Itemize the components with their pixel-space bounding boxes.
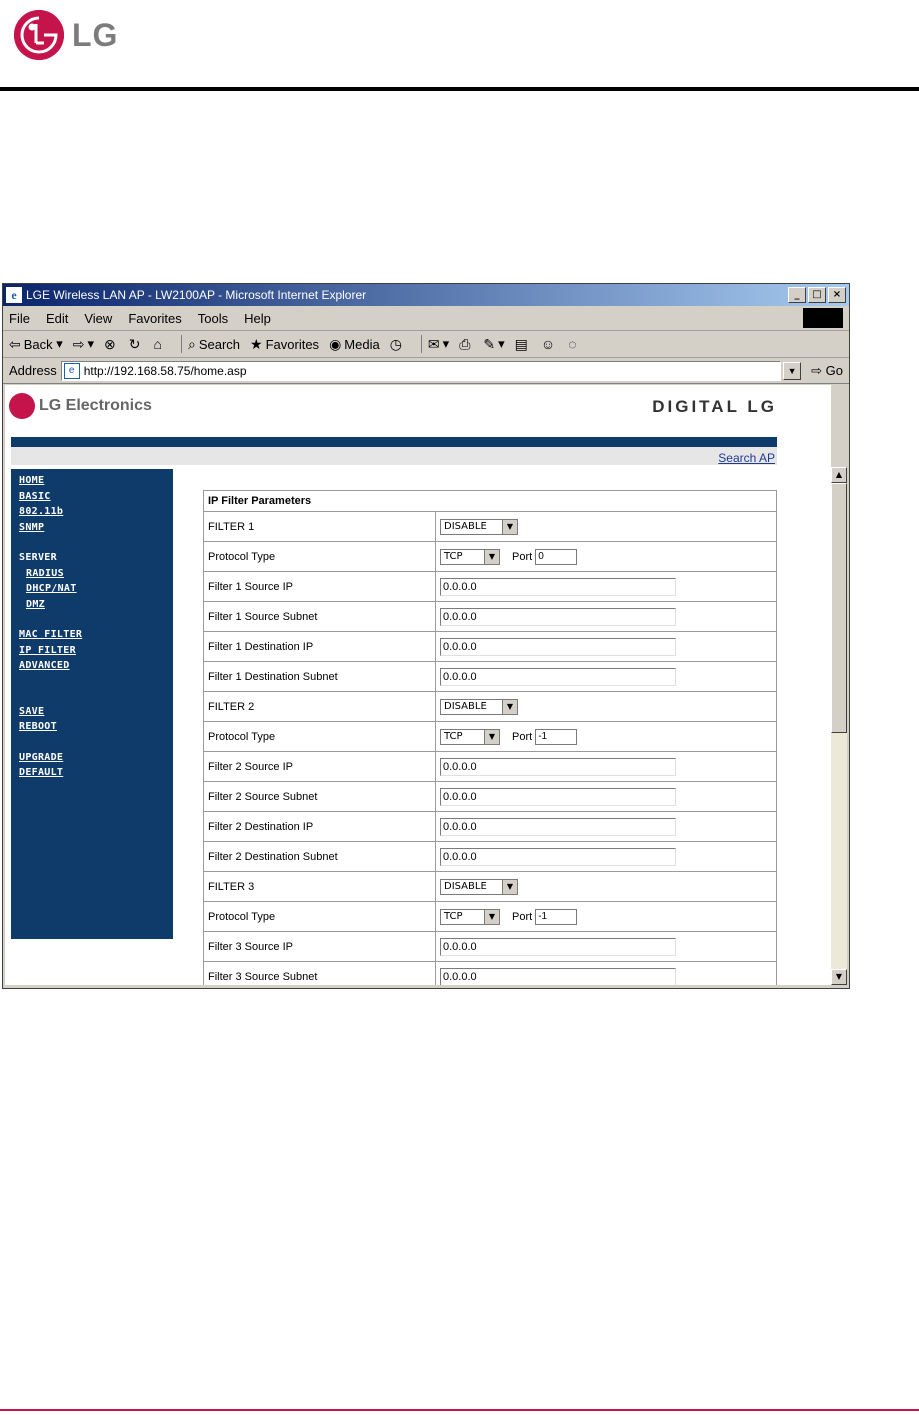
edit-icon: ✎: [483, 335, 496, 352]
ip-address-input[interactable]: 0.0.0.0: [440, 758, 676, 776]
table-row: [204, 602, 777, 632]
row-label: Filter 2 Source Subnet: [204, 782, 436, 812]
media-button[interactable]: [329, 336, 380, 353]
row-label: Filter 1 Source IP: [204, 572, 436, 602]
stop-button[interactable]: [104, 336, 119, 353]
row-value-wrap: [440, 879, 772, 895]
row-value-cell: [436, 932, 777, 962]
nav-spacer: [19, 674, 173, 704]
protocol-select[interactable]: [440, 729, 500, 745]
row-label: Filter 3 Source IP: [204, 932, 436, 962]
chat-bubble-icon: ◌: [568, 336, 577, 352]
table-title: IP Filter Parameters: [204, 491, 777, 512]
table-row: [204, 572, 777, 602]
refresh-button[interactable]: [129, 336, 144, 353]
page-icon: e: [64, 363, 80, 379]
nav-spacer: [19, 735, 173, 750]
row-value-cell: [436, 662, 777, 692]
forward-button[interactable]: ⇨ ▾: [72, 335, 95, 352]
table-row: [204, 902, 777, 932]
go-button[interactable]: [811, 363, 843, 379]
table-row: [204, 842, 777, 872]
dropdown-arrow-icon[interactable]: ▼: [484, 550, 499, 564]
dropdown-arrow-icon[interactable]: ▼: [484, 910, 499, 924]
home-button[interactable]: [154, 336, 165, 352]
table-row: [204, 932, 777, 962]
messenger-button[interactable]: [541, 336, 558, 352]
row-label: Protocol Type: [204, 722, 436, 752]
title-bar: [3, 284, 849, 306]
row-value-wrap: [440, 909, 772, 925]
search-label: Search: [198, 336, 241, 352]
nav-ip-filter[interactable]: IP FILTER: [19, 644, 76, 656]
internet-explorer-icon: e: [6, 287, 22, 303]
ip-address-input[interactable]: 0.0.0.0: [440, 668, 676, 686]
history-icon: ◷: [389, 335, 402, 352]
ip-address-input[interactable]: 0.0.0.0: [440, 788, 676, 806]
nav-home[interactable]: HOME: [19, 475, 45, 486]
page-viewport: [5, 385, 831, 985]
port-label: Port: [512, 730, 533, 743]
row-value-cell: [436, 512, 777, 542]
nav-server: SERVER: [19, 552, 57, 563]
filter-enable-select[interactable]: [440, 699, 518, 715]
row-label: Filter 2 Source IP: [204, 752, 436, 782]
toolbar: [3, 331, 849, 358]
row-value-wrap: [440, 519, 772, 535]
home-icon: ⌂: [153, 336, 162, 352]
scroll-thumb[interactable]: [831, 483, 847, 733]
row-label: Filter 1 Source Subnet: [204, 602, 436, 632]
favorites-button[interactable]: [250, 336, 319, 353]
toolbar-separator: [181, 335, 182, 353]
table-row: [204, 812, 777, 842]
site-header: [9, 393, 777, 433]
go-arrow-icon: ⇨: [811, 362, 823, 378]
minimize-button[interactable]: _: [788, 287, 806, 303]
mail-icon: ✉: [427, 335, 440, 352]
row-value-cell: [436, 752, 777, 782]
port-label: Port: [512, 910, 533, 923]
dropdown-arrow-icon[interactable]: ▼: [502, 880, 517, 894]
filter-enable-select[interactable]: [440, 879, 518, 895]
header-band: [11, 437, 777, 447]
nav-802-11b[interactable]: 802.11b: [19, 506, 64, 517]
ip-address-input[interactable]: 0.0.0.0: [440, 818, 676, 836]
port-input[interactable]: 0: [535, 549, 577, 565]
discuss-button[interactable]: [515, 336, 531, 353]
address-url: http://192.168.58.75/home.asp: [83, 363, 247, 378]
ip-address-input[interactable]: 0.0.0.0: [440, 968, 676, 986]
favorites-icon: ★: [250, 335, 263, 352]
nav-save[interactable]: SAVE: [19, 705, 45, 717]
dropdown-arrow-icon[interactable]: ▼: [484, 730, 499, 744]
row-label: Filter 2 Destination Subnet: [204, 842, 436, 872]
filter-enable-select[interactable]: [440, 519, 518, 535]
select-value: DISABLE: [444, 521, 487, 532]
row-value-cell: [436, 602, 777, 632]
dropdown-arrow-icon[interactable]: ▼: [502, 520, 517, 534]
chat-button[interactable]: [568, 336, 579, 352]
vertical-scrollbar[interactable]: [831, 467, 847, 985]
row-label: Filter 1 Destination IP: [204, 632, 436, 662]
row-value-wrap: [440, 758, 772, 776]
lg-logo: [14, 10, 118, 60]
favorites-label: Favorites: [265, 336, 320, 352]
discuss-icon: ▤: [514, 335, 528, 352]
nav-mac-filter[interactable]: MAC FILTER: [19, 629, 83, 640]
ip-address-input[interactable]: 0.0.0.0: [440, 578, 676, 596]
select-value: DISABLE: [444, 881, 487, 892]
address-input[interactable]: [61, 361, 781, 381]
row-value-cell: [436, 962, 777, 986]
row-label: FILTER 2: [204, 692, 436, 722]
table-row: [204, 872, 777, 902]
window-title: LGE Wireless LAN AP - LW2100AP - Microsoft Internet Explorer: [26, 288, 367, 302]
table-header-row: [204, 491, 777, 512]
select-value: DISABLE: [444, 701, 487, 712]
go-label: Go: [825, 362, 843, 378]
menu-view[interactable]: View: [84, 310, 113, 326]
back-arrow-icon: ⇦: [9, 335, 21, 352]
mail-button[interactable]: ✉ ▾: [427, 335, 450, 352]
row-value-wrap: [440, 968, 772, 986]
windows-flag-icon: [803, 308, 843, 328]
protocol-select[interactable]: [440, 909, 500, 925]
address-bar: [3, 358, 849, 384]
nav-spacer: [19, 612, 173, 627]
back-button[interactable]: ⇦ Back ▾: [9, 335, 63, 352]
digital-lg-logo: DIGITAL LG: [652, 397, 777, 416]
table-row: [204, 662, 777, 692]
row-value-cell: [436, 572, 777, 602]
ip-address-input[interactable]: 0.0.0.0: [440, 608, 676, 626]
row-value-wrap: [440, 638, 772, 656]
maximize-button[interactable]: □: [808, 287, 826, 303]
forward-arrow-icon: ⇨: [72, 335, 85, 352]
menu-file[interactable]: File: [9, 310, 30, 326]
row-value-cell: [436, 812, 777, 842]
row-value-wrap: [440, 549, 772, 565]
nav-default[interactable]: DEFAULT: [19, 767, 64, 778]
scroll-down-arrow-icon[interactable]: ▼: [831, 969, 847, 985]
row-value-wrap: [440, 788, 772, 806]
row-value-cell: [436, 722, 777, 752]
table-row: [204, 692, 777, 722]
search-icon: ⌕: [187, 335, 196, 352]
row-label: FILTER 3: [204, 872, 436, 902]
row-label: Filter 3 Source Subnet: [204, 962, 436, 986]
table-row: [204, 962, 777, 986]
history-button[interactable]: [390, 336, 405, 353]
select-value: TCP: [444, 731, 463, 742]
nav-dhcp-nat[interactable]: DHCP/NAT: [26, 583, 77, 594]
row-label: Filter 2 Destination IP: [204, 812, 436, 842]
row-label: Protocol Type: [204, 902, 436, 932]
table-row: [204, 782, 777, 812]
menu-help[interactable]: Help: [244, 310, 271, 326]
row-value-wrap: [440, 608, 772, 626]
row-label: Filter 1 Destination Subnet: [204, 662, 436, 692]
refresh-icon: ↻: [128, 335, 141, 352]
menu-tools[interactable]: Tools: [197, 310, 229, 326]
nav-radius[interactable]: RADIUS: [26, 567, 64, 579]
ip-address-input[interactable]: 0.0.0.0: [440, 938, 676, 956]
row-value-cell: [436, 782, 777, 812]
nav-basic[interactable]: BASIC: [19, 490, 51, 502]
print-button[interactable]: [459, 336, 473, 353]
row-value-wrap: [440, 938, 772, 956]
table-row: [204, 632, 777, 662]
footer-rule: [0, 1409, 919, 1411]
edit-button[interactable]: ✎ ▾: [483, 335, 505, 352]
print-icon: ⎙: [459, 335, 471, 352]
select-value: TCP: [444, 551, 463, 562]
browser-window: [2, 283, 850, 989]
brand-name: LG Electronics: [39, 397, 152, 414]
row-value-wrap: [440, 699, 772, 715]
lg-face-icon: [9, 393, 35, 419]
address-label: Address: [9, 363, 57, 378]
row-value-cell: [436, 842, 777, 872]
close-button[interactable]: ×: [828, 287, 846, 303]
toolbar-separator: [421, 335, 422, 353]
nav-upgrade[interactable]: UPGRADE: [19, 751, 64, 763]
row-value-wrap: [440, 848, 772, 866]
row-label: Protocol Type: [204, 542, 436, 572]
stop-icon: ⊗: [104, 335, 116, 352]
table-row: [204, 512, 777, 542]
port-label: Port: [512, 550, 533, 563]
table-row: [204, 722, 777, 752]
ip-address-input[interactable]: 0.0.0.0: [440, 638, 676, 656]
link-band: [11, 447, 777, 465]
lg-logo-text: LG: [72, 16, 119, 53]
search-button[interactable]: [188, 336, 240, 353]
row-value-cell: [436, 542, 777, 572]
scroll-up-arrow-icon[interactable]: ▲: [831, 467, 847, 483]
nav-dmz[interactable]: DMZ: [26, 598, 45, 610]
dropdown-arrow-icon[interactable]: ▼: [502, 700, 517, 714]
search-ap-link[interactable]: Search AP: [718, 451, 775, 465]
menu-edit[interactable]: Edit: [45, 310, 69, 326]
nav-spacer: [19, 535, 173, 550]
row-value-cell: [436, 632, 777, 662]
nav-advanced[interactable]: ADVANCED: [19, 660, 70, 671]
row-value-wrap: [440, 668, 772, 686]
address-dropdown-button[interactable]: ▼: [783, 362, 801, 380]
table-row: [204, 542, 777, 572]
header-rule: [0, 87, 919, 91]
row-value-cell: [436, 902, 777, 932]
select-value: TCP: [444, 911, 463, 922]
ip-address-input[interactable]: 0.0.0.0: [440, 848, 676, 866]
ip-filter-table: [203, 490, 777, 985]
port-input[interactable]: -1: [535, 729, 577, 745]
row-value-wrap: [440, 818, 772, 836]
media-icon: ◉: [329, 335, 342, 352]
messenger-icon: ☺: [540, 336, 556, 352]
menu-favorites[interactable]: Favorites: [128, 310, 182, 326]
back-label: Back: [23, 336, 53, 352]
row-value-wrap: [440, 729, 772, 745]
row-value-cell: [436, 692, 777, 722]
nav-snmp[interactable]: SNMP: [19, 521, 45, 533]
media-label: Media: [344, 336, 380, 352]
port-input[interactable]: -1: [535, 909, 577, 925]
left-nav: [11, 469, 173, 939]
row-value-cell: [436, 872, 777, 902]
row-value-wrap: [440, 578, 772, 596]
lg-face-logo-icon: [14, 10, 64, 60]
nav-reboot[interactable]: REBOOT: [19, 721, 57, 732]
table-row: [204, 752, 777, 782]
row-label: FILTER 1: [204, 512, 436, 542]
menu-bar: [3, 306, 849, 331]
protocol-select[interactable]: [440, 549, 500, 565]
